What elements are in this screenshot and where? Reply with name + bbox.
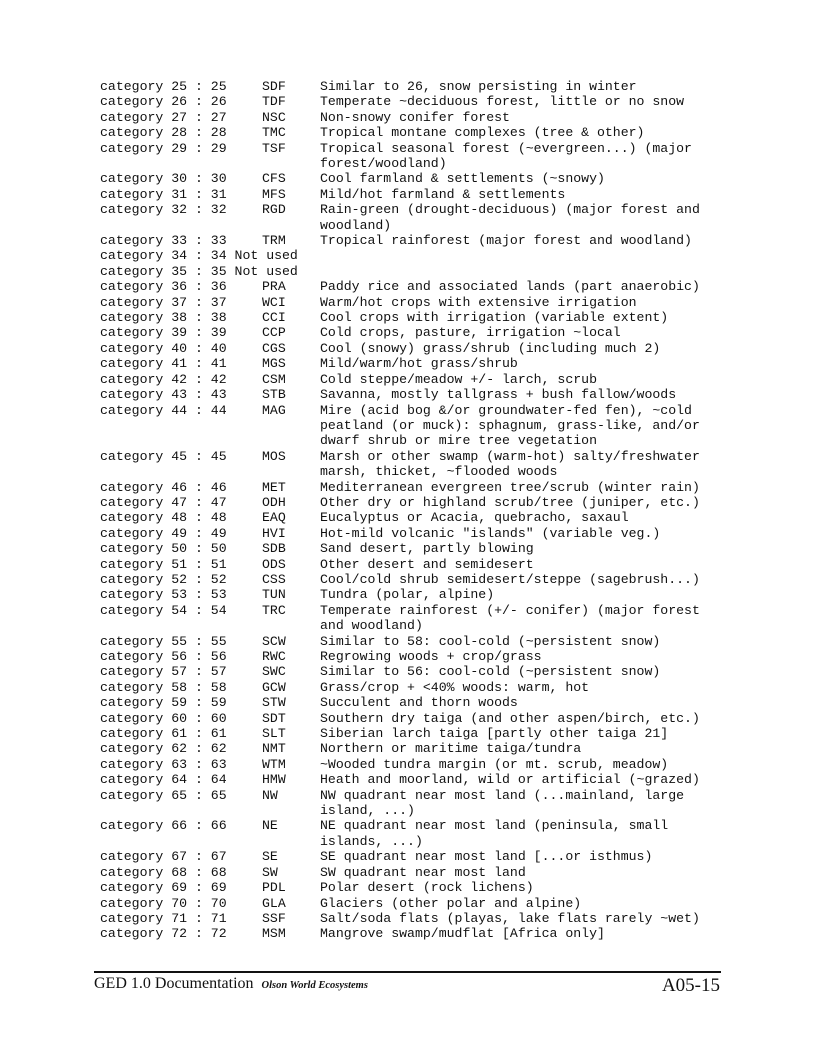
table-row bbox=[100, 926, 740, 941]
category-description: Paddy rice and associated lands (part anaerobic) bbox=[320, 279, 700, 295]
category-label: category 66 : 66 bbox=[100, 818, 227, 834]
category-label: category 60 : 60 bbox=[100, 710, 227, 726]
category-code: HVI bbox=[262, 525, 286, 541]
category-label: category 30 : 30 bbox=[100, 171, 227, 187]
category-description: NW quadrant near most land (...mainland, large island, ...) bbox=[320, 787, 685, 819]
category-description: Cool/cold shrub semidesert/steppe (sagebrush...) bbox=[320, 571, 700, 587]
category-description: Northern or maritime taiga/tundra bbox=[320, 741, 582, 757]
category-code: ODH bbox=[262, 494, 286, 510]
category-label: category 33 : 33 bbox=[100, 233, 227, 249]
table-row bbox=[100, 449, 740, 480]
category-description: Temperate ~deciduous forest, little or no snow bbox=[320, 94, 685, 110]
category-label: category 57 : 57 bbox=[100, 664, 227, 680]
category-label: category 46 : 46 bbox=[100, 479, 227, 495]
category-label: category 42 : 42 bbox=[100, 371, 227, 387]
category-code: HMW bbox=[262, 772, 286, 788]
category-label: category 71 : 71 bbox=[100, 910, 227, 926]
category-code: GLA bbox=[262, 895, 286, 911]
table-row bbox=[100, 79, 740, 94]
table-row bbox=[100, 587, 740, 602]
category-description: Cold steppe/meadow +/- larch, scrub bbox=[320, 371, 597, 387]
category-label: category 28 : 28 bbox=[100, 125, 227, 141]
table-row bbox=[100, 680, 740, 695]
category-code: ODS bbox=[262, 556, 286, 572]
category-code: STB bbox=[262, 387, 286, 403]
category-label: category 44 : 44 bbox=[100, 402, 227, 418]
category-label: category 39 : 39 bbox=[100, 325, 227, 341]
page-number: A05-15 bbox=[661, 975, 720, 996]
table-row bbox=[100, 664, 740, 679]
category-label: category 26 : 26 bbox=[100, 94, 227, 110]
category-description: Similar to 56: cool-cold (~persistent snow) bbox=[320, 664, 661, 680]
category-label: category 56 : 56 bbox=[100, 649, 227, 664]
category-description: Sand desert, partly blowing bbox=[320, 541, 534, 557]
category-description: Mire (acid bog &/or groundwater-fed fen), ~cold peatland (or muck): sphagnum, grass-like, and/or dwarf shrub or mire tree vegetation bbox=[320, 402, 700, 449]
category-code: TRC bbox=[262, 602, 286, 618]
category-code: CSS bbox=[262, 571, 286, 587]
category-label: category 61 : 61 bbox=[100, 726, 227, 742]
category-description: Savanna, mostly tallgrass + bush fallow/woods bbox=[320, 387, 677, 403]
category-description: Cool crops with irrigation (variable extent) bbox=[320, 310, 669, 326]
category-label: category 62 : 62 bbox=[100, 741, 227, 757]
category-description: Tundra (polar, alpine) bbox=[320, 587, 495, 603]
category-code: TUN bbox=[262, 587, 286, 603]
table-row bbox=[100, 726, 740, 741]
category-code: TDF bbox=[262, 94, 286, 110]
category-label: category 67 : 67 bbox=[100, 849, 227, 865]
category-description: Warm/hot crops with extensive irrigation bbox=[320, 294, 637, 310]
table-row bbox=[100, 341, 740, 356]
category-code: CCI bbox=[262, 310, 286, 326]
table-row bbox=[100, 757, 740, 772]
category-description: NE quadrant near most land (peninsula, small islands, ...) bbox=[320, 818, 669, 849]
category-label: category 36 : 36 bbox=[100, 279, 227, 295]
category-code: SCW bbox=[262, 633, 286, 649]
category-description: Other dry or highland scrub/tree (juniper, etc.) bbox=[320, 494, 700, 510]
category-description: Mild/warm/hot grass/shrub bbox=[320, 356, 518, 372]
category-description: SW quadrant near most land bbox=[320, 864, 526, 880]
category-code: MGS bbox=[262, 356, 286, 372]
footer-title: GED 1.0 Documentation bbox=[94, 975, 254, 992]
category-description: Hot-mild volcanic "islands" (variable veg.) bbox=[320, 525, 661, 541]
category-label: category 49 : 49 bbox=[100, 525, 227, 541]
category-description: Eucalyptus or Acacia, quebracho, saxaul bbox=[320, 510, 629, 526]
table-row bbox=[100, 125, 740, 140]
table-row bbox=[100, 510, 740, 525]
category-description: Grass/crop + <40% woods: warm, hot bbox=[320, 679, 590, 695]
category-code: NSC bbox=[262, 109, 286, 125]
category-description: Mangrove swamp/mudflat [Africa only] bbox=[320, 926, 605, 942]
category-table bbox=[100, 79, 740, 942]
category-description: Siberian larch taiga [partly other taiga 21] bbox=[320, 726, 669, 742]
category-description: Other desert and semidesert bbox=[320, 556, 534, 572]
category-description: Cool (snowy) grass/shrub (including much 2) bbox=[320, 340, 661, 356]
category-label: category 41 : 41 bbox=[100, 356, 227, 372]
table-row bbox=[100, 202, 740, 233]
category-label: category 59 : 59 bbox=[100, 695, 227, 711]
category-code: RGD bbox=[262, 202, 286, 218]
table-row bbox=[100, 310, 740, 325]
footer-subtitle: Olson World Ecosystems bbox=[261, 980, 368, 991]
category-code: TMC bbox=[262, 125, 286, 141]
table-row bbox=[100, 772, 740, 787]
category-description: Non-snowy conifer forest bbox=[320, 109, 510, 125]
category-code: CSM bbox=[262, 371, 286, 387]
category-code: PDL bbox=[262, 880, 286, 896]
category-description: Marsh or other swamp (warm-hot) salty/freshwater marsh, thicket, ~flooded woods bbox=[320, 448, 700, 480]
table-row bbox=[100, 480, 740, 495]
category-description: Mild/hot farmland & settlements bbox=[320, 186, 566, 202]
category-description: Regrowing woods + crop/grass bbox=[320, 649, 542, 664]
category-code: NW bbox=[262, 787, 278, 803]
category-label: category 70 : 70 bbox=[100, 895, 227, 911]
category-code: PRA bbox=[262, 279, 286, 295]
table-row bbox=[100, 649, 740, 664]
category-code: CFS bbox=[262, 171, 286, 187]
category-code: SDB bbox=[262, 541, 286, 557]
category-label: category 48 : 48 bbox=[100, 510, 227, 526]
category-description: Salt/soda flats (playas, lake flats rarely ~wet) bbox=[320, 910, 700, 926]
category-label: category 35 : 35 Not used bbox=[100, 263, 298, 279]
category-code: SW bbox=[262, 864, 278, 880]
category-label: category 29 : 29 bbox=[100, 140, 227, 156]
table-row bbox=[100, 603, 740, 634]
category-description: Temperate rainforest (+/- conifer) (major forest and woodland) bbox=[320, 602, 700, 634]
category-label: category 72 : 72 bbox=[100, 926, 227, 942]
category-label: category 31 : 31 bbox=[100, 186, 227, 202]
category-description: Tropical montane complexes (tree & other) bbox=[320, 125, 645, 141]
category-description: Mediterranean evergreen tree/scrub (winter rain) bbox=[320, 479, 700, 495]
category-code: SLT bbox=[262, 726, 286, 742]
category-description: Cold crops, pasture, irrigation ~local bbox=[320, 325, 621, 341]
category-description: Succulent and thorn woods bbox=[320, 695, 518, 711]
category-label: category 54 : 54 bbox=[100, 602, 227, 618]
category-description: Cool farmland & settlements (~snowy) bbox=[320, 171, 605, 187]
category-code: EAQ bbox=[262, 510, 286, 526]
category-description: Southern dry taiga (and other aspen/birch, etc.) bbox=[320, 710, 700, 726]
category-label: category 69 : 69 bbox=[100, 880, 227, 896]
category-code: CCP bbox=[262, 325, 286, 341]
category-description: SE quadrant near most land [...or isthmus) bbox=[320, 849, 653, 865]
category-label: category 64 : 64 bbox=[100, 772, 227, 788]
category-description: ~Wooded tundra margin (or mt. scrub, meadow) bbox=[320, 756, 669, 772]
category-label: category 25 : 25 bbox=[100, 79, 227, 94]
category-description: Polar desert (rock lichens) bbox=[320, 880, 534, 896]
category-label: category 50 : 50 bbox=[100, 541, 227, 557]
category-code: MET bbox=[262, 479, 286, 495]
table-row bbox=[100, 94, 740, 109]
table-row bbox=[100, 356, 740, 371]
category-code: MAG bbox=[262, 402, 286, 418]
table-row bbox=[100, 295, 740, 310]
table-row bbox=[100, 233, 740, 248]
table-row bbox=[100, 248, 740, 263]
table-row bbox=[100, 695, 740, 710]
category-label: category 40 : 40 bbox=[100, 340, 227, 356]
table-row bbox=[100, 279, 740, 294]
category-code: SSF bbox=[262, 910, 286, 926]
category-label: category 34 : 34 Not used bbox=[100, 248, 298, 264]
table-row bbox=[100, 572, 740, 587]
category-label: category 55 : 55 bbox=[100, 633, 227, 649]
category-label: category 65 : 65 bbox=[100, 787, 227, 803]
category-description: Tropical rainforest (major forest and woodland) bbox=[320, 233, 692, 249]
category-code: TRM bbox=[262, 233, 286, 249]
table-row bbox=[100, 495, 740, 510]
category-code: WCI bbox=[262, 294, 286, 310]
table-row bbox=[100, 541, 740, 556]
table-row bbox=[100, 171, 740, 186]
category-code: GCW bbox=[262, 679, 286, 695]
category-code: NMT bbox=[262, 741, 286, 757]
table-row bbox=[100, 187, 740, 202]
category-label: category 32 : 32 bbox=[100, 202, 227, 218]
category-code: MFS bbox=[262, 186, 286, 202]
category-code: TSF bbox=[262, 140, 286, 156]
table-row bbox=[100, 896, 740, 911]
table-row bbox=[100, 634, 740, 649]
table-row bbox=[100, 372, 740, 387]
category-code: SDT bbox=[262, 710, 286, 726]
category-label: category 47 : 47 bbox=[100, 494, 227, 510]
category-description: Tropical seasonal forest (~evergreen...) (major forest/woodland) bbox=[320, 140, 692, 172]
category-label: category 52 : 52 bbox=[100, 571, 227, 587]
category-code: STW bbox=[262, 695, 286, 711]
footer-rule bbox=[94, 971, 721, 973]
category-label: category 51 : 51 bbox=[100, 556, 227, 572]
table-row bbox=[100, 865, 740, 880]
category-label: category 63 : 63 bbox=[100, 756, 227, 772]
table-row bbox=[100, 387, 740, 402]
category-label: category 43 : 43 bbox=[100, 387, 227, 403]
category-label: category 27 : 27 bbox=[100, 109, 227, 125]
category-label: category 68 : 68 bbox=[100, 864, 227, 880]
category-code: SWC bbox=[262, 664, 286, 680]
table-row bbox=[100, 325, 740, 340]
category-label: category 45 : 45 bbox=[100, 448, 227, 464]
category-description: Glaciers (other polar and alpine) bbox=[320, 895, 582, 911]
category-code: NE bbox=[262, 818, 278, 834]
table-row bbox=[100, 849, 740, 864]
table-row bbox=[100, 880, 740, 895]
category-label: category 37 : 37 bbox=[100, 294, 227, 310]
category-description: Heath and moorland, wild or artificial (~grazed) bbox=[320, 772, 700, 788]
category-code: MOS bbox=[262, 448, 286, 464]
table-row bbox=[100, 557, 740, 572]
table-row bbox=[100, 526, 740, 541]
table-row bbox=[100, 141, 740, 172]
category-description: Similar to 58: cool-cold (~persistent snow) bbox=[320, 633, 661, 649]
table-row bbox=[100, 818, 740, 849]
table-row bbox=[100, 911, 740, 926]
category-code: MSM bbox=[262, 926, 286, 942]
category-code: WTM bbox=[262, 756, 286, 772]
category-label: category 58 : 58 bbox=[100, 679, 227, 695]
category-code: SDF bbox=[262, 79, 286, 94]
table-row bbox=[100, 741, 740, 756]
category-label: category 53 : 53 bbox=[100, 587, 227, 603]
table-row bbox=[100, 711, 740, 726]
footer-title-block bbox=[94, 975, 368, 993]
table-row bbox=[100, 110, 740, 125]
category-code: SE bbox=[262, 849, 278, 865]
table-row bbox=[100, 788, 740, 819]
table-row bbox=[100, 403, 740, 449]
category-label: category 38 : 38 bbox=[100, 310, 227, 326]
table-row bbox=[100, 264, 740, 279]
category-description: Rain-green (drought-deciduous) (major forest and woodland) bbox=[320, 202, 700, 233]
category-code: CGS bbox=[262, 340, 286, 356]
category-description: Similar to 26, snow persisting in winter bbox=[320, 79, 637, 94]
category-code: RWC bbox=[262, 649, 286, 664]
